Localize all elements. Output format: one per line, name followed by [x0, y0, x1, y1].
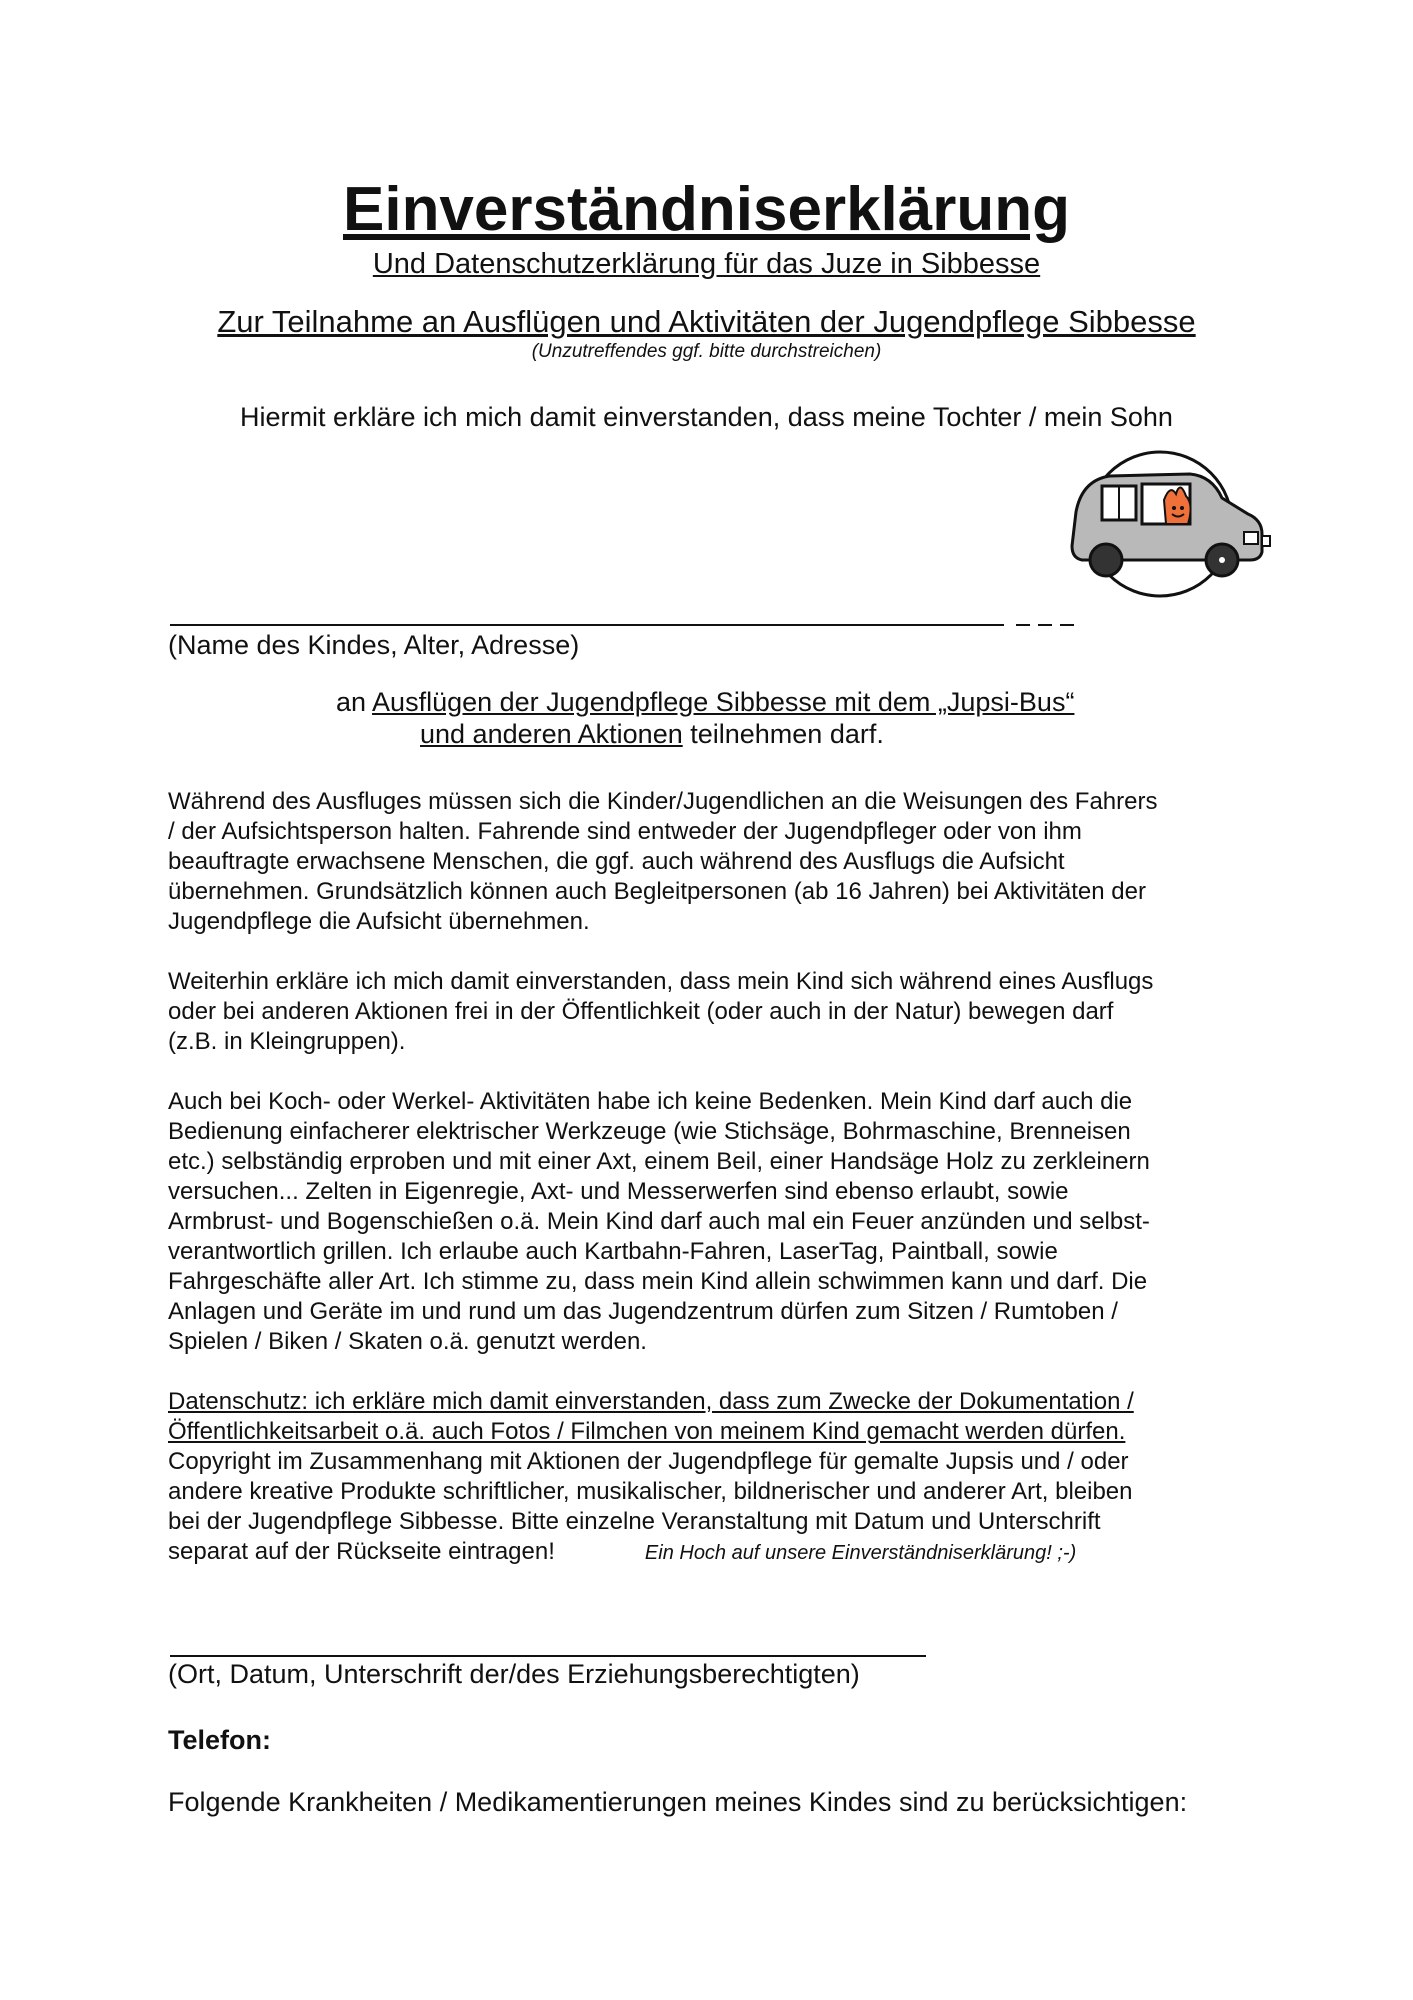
text-line: oder bei anderen Aktionen frei in der Öffentlichkeit (oder auch in der Natur) bewegen darf — [168, 998, 1114, 1025]
text-line: Spielen / Biken / Skaten o.ä. genutzt werden. — [168, 1328, 647, 1355]
backside-instruction: separat auf der Rückseite eintragen! — [168, 1538, 555, 1565]
text-line: verantwortlich grillen. Ich erlaube auch Kartbahn-Fahren, LaserTag, Paintball, sowie — [168, 1238, 1058, 1265]
document-title: Einverständniserklärung — [342, 175, 1071, 244]
text-line: bei der Jugendpflege Sibbesse. Bitte einzelne Veranstaltung mit Datum und Unterschrift — [168, 1508, 1101, 1535]
text-line: versuchen... Zelten in Eigenregie, Axt- und Messerwerfen sind ebenso erlaubt, sowie — [168, 1178, 1069, 1205]
text-line: Copyright im Zusammenhang mit Aktionen der Jugendpflege für gemalte Jupsis und / oder — [168, 1448, 1129, 1475]
paragraph-supervision — [168, 787, 1258, 937]
name-line-dash — [1038, 624, 1052, 626]
intro-text: Hiermit erkläre ich mich damit einverstanden, dass meine Tochter / mein Sohn — [240, 402, 1173, 432]
name-input-line[interactable] — [170, 624, 1004, 626]
text-line: beauftragte erwachsene Menschen, die ggf. auch während des Ausflugs die Aufsicht — [168, 848, 1065, 875]
privacy-consent-line: Öffentlichkeitsarbeit o.ä. auch Fotos / Filmchen von meinem Kind gemacht werden dürfen. — [168, 1418, 1126, 1445]
bus-illustration-icon — [1062, 450, 1280, 600]
participation-line-2 — [420, 718, 884, 750]
paragraph-activities — [168, 1087, 1258, 1357]
text-line: andere kreative Produkte schriftlicher, musikalischer, bildnerischer und anderer Art, bleiben — [168, 1478, 1133, 1505]
text-line: übernehmen. Grundsätzlich können auch Begleitpersonen (ab 16 Jahren) bei Aktivitäten der — [168, 878, 1146, 905]
text-line: Bedienung einfacherer elektrischer Werkzeuge (wie Stichsäge, Bohrmaschine, Brenneisen — [168, 1118, 1131, 1145]
strike-note: (Unzutreffendes ggf. bitte durchstreichen) — [531, 341, 882, 362]
participation-suffix: teilnehmen darf. — [682, 719, 884, 749]
participation-trips: Ausflügen der Jugendpflege Sibbesse mit dem „Jupsi-Bus“ — [372, 687, 1075, 717]
text-line: Während des Ausfluges müssen sich die Kinder/Jugendlichen an die Weisungen des Fahrers — [168, 788, 1158, 815]
document-subtitle-participation: Zur Teilnahme an Ausflügen und Aktivitäten der Jugendpflege Sibbesse — [217, 304, 1196, 339]
participation-line-1 — [336, 686, 1074, 718]
paragraph-privacy — [168, 1387, 1258, 1568]
text-line: Auch bei Koch- oder Werkel- Aktivitäten habe ich keine Bedenken. Mein Kind darf auch die — [168, 1088, 1133, 1115]
text-line — [168, 1537, 1258, 1568]
name-field-label: (Name des Kindes, Alter, Adresse) — [168, 630, 580, 660]
name-line-dash — [1060, 624, 1074, 626]
phone-label: Telefon: — [168, 1725, 271, 1755]
illness-label: Folgende Krankheiten / Medikamentierungen meines Kindes sind zu berücksichtigen: — [168, 1787, 1188, 1817]
text-line: Armbrust- und Bogenschießen o.ä. Mein Kind darf auch mal ein Feuer anzünden und selbst- — [168, 1208, 1150, 1235]
cheer-note: Ein Hoch auf unsere Einverständniserklärung! ;-) — [644, 1542, 1077, 1564]
participation-actions: und anderen Aktionen — [420, 719, 683, 749]
signature-field-label: (Ort, Datum, Unterschrift der/des Erziehungsberechtigten) — [168, 1659, 860, 1689]
text-line: Fahrgeschäfte aller Art. Ich stimme zu, dass mein Kind allein schwimmen kann und darf. Die — [168, 1268, 1148, 1295]
document-subtitle: Und Datenschutzerklärung für das Juze in Sibbesse — [372, 248, 1041, 280]
participation-prefix: an — [336, 687, 373, 717]
text-line: Jugendpflege die Aufsicht übernehmen. — [168, 908, 590, 935]
name-line-dash — [1016, 624, 1030, 626]
text-line: / der Aufsichtsperson halten. Fahrende sind entweder der Jugendpfleger oder von ihm — [168, 818, 1082, 845]
text-line: Anlagen und Geräte im und rund um das Jugendzentrum dürfen zum Sitzen / Rumtoben / — [168, 1298, 1118, 1325]
text-line: etc.) selbständig erproben und mit einer Axt, einem Beil, einer Handsäge Holz zu zerkleinern — [168, 1148, 1150, 1175]
privacy-consent-line: Datenschutz: ich erkläre mich damit einverstanden, dass zum Zwecke der Dokumentation / — [168, 1388, 1134, 1415]
text-line: (z.B. in Kleingruppen). — [168, 1028, 406, 1055]
text-line: Weiterhin erkläre ich mich damit einverstanden, dass mein Kind sich während eines Ausflugs — [168, 968, 1154, 995]
paragraph-freedom — [168, 967, 1258, 1057]
